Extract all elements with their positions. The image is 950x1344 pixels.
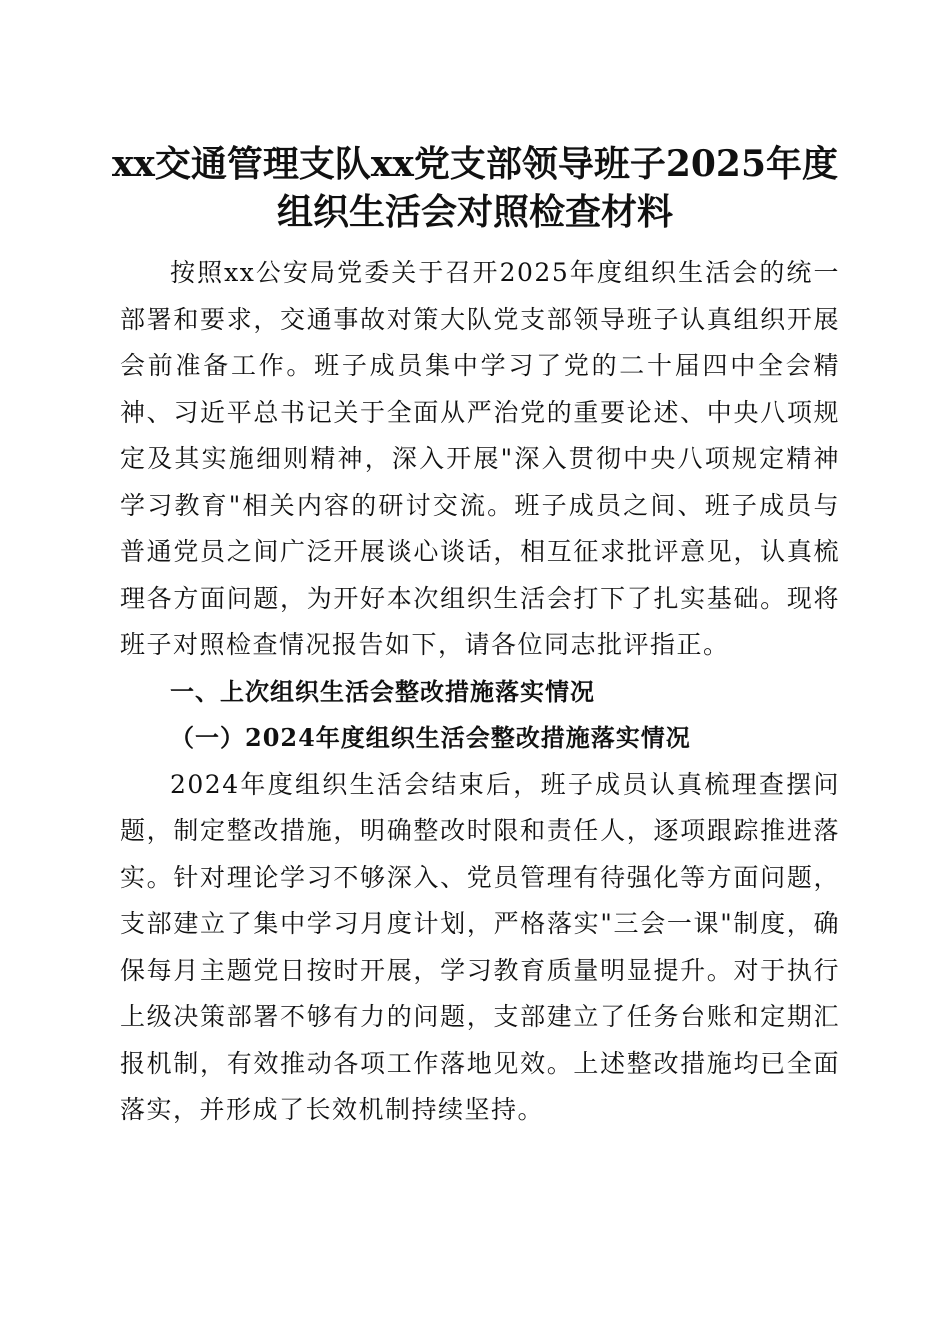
section-heading-1: 一、上次组织生活会整改措施落实情况 bbox=[170, 677, 595, 706]
title-line-2: 组织生活会对照检查材料 bbox=[276, 191, 673, 233]
intro-paragraph: 按照xx公安局党委关于召开2025年度组织生活会的统一部署和要求，交通事故对策大队党支部领导班子认真组织开展会前准备工作。班子成员集中学习了党的二十届四中全会精神、习近平总书记关于全面从严治党的重要论述、中央八项规定及其实施细则精神，深入开展"深入贯彻中央八项规定精神学习教育"相关内容的研讨交流。班子成员之间、班子成员与普通党员之间广泛开展谈心谈话，相互征求批评意见，认真梳理各方面问题，为开好本次组织生活会打下了扎实基础。现将班子对照检查情况报告如下，请各位同志批评指正。 bbox=[120, 258, 840, 659]
document-body bbox=[120, 250, 840, 1134]
subsection-heading-1: （一）2024年度组织生活会整改措施落实情况 bbox=[170, 723, 691, 752]
title-line-1: xx交通管理支队xx党支部领导班子2025年度 bbox=[111, 143, 839, 185]
subsection-paragraph-1: 2024年度组织生活会结束后，班子成员认真梳理查摆问题，制定整改措施，明确整改时限和责任人，逐项跟踪推进落实。针对理论学习不够深入、党员管理有待强化等方面问题，支部建立了集中学习月度计划，严格落实"三会一课"制度，确保每月主题党日按时开展，学习教育质量明显提升。对于执行上级决策部署不够有力的问题，支部建立了任务台账和定期汇报机制，有效推动各项工作落地见效。上述整改措施均已全面落实，并形成了长效机制持续坚持。 bbox=[120, 769, 840, 1124]
document-title bbox=[80, 140, 870, 236]
